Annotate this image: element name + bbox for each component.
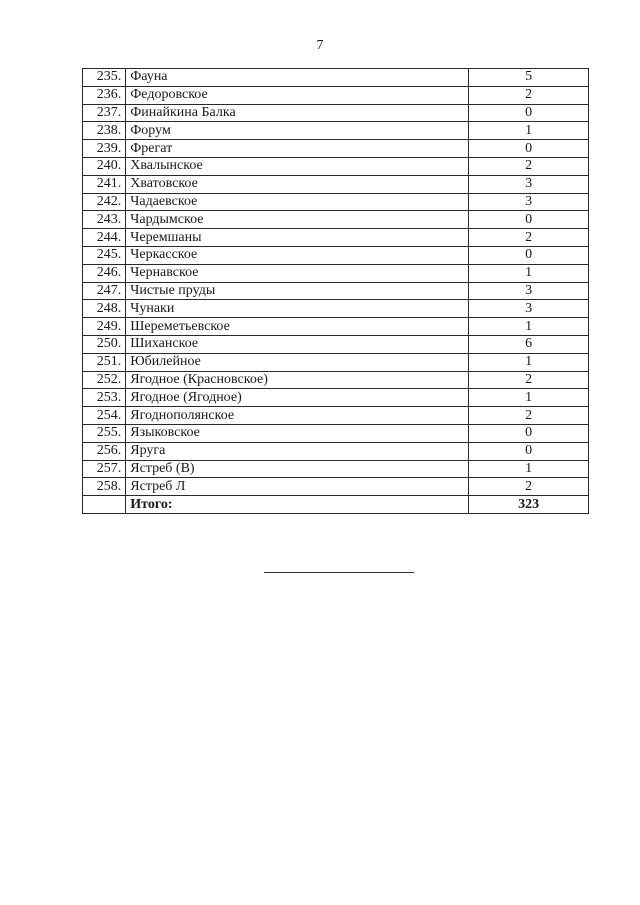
table-body	[83, 69, 589, 514]
table-row	[83, 86, 589, 104]
settlement-name: Чардымское	[126, 211, 469, 229]
table-row	[83, 229, 589, 247]
table-row	[83, 460, 589, 478]
settlement-name: Чадаевское	[126, 193, 469, 211]
row-number: 245.	[83, 246, 126, 264]
settlement-name: Шиханское	[126, 335, 469, 353]
row-number: 258.	[83, 478, 126, 496]
table-row	[83, 193, 589, 211]
row-number: 247.	[83, 282, 126, 300]
row-number: 252.	[83, 371, 126, 389]
settlement-count: 0	[469, 442, 589, 460]
row-number: 235.	[83, 69, 126, 87]
settlement-count: 1	[469, 353, 589, 371]
settlement-name: Шереметьевское	[126, 318, 469, 336]
row-number: 240.	[83, 157, 126, 175]
settlement-name: Фауна	[126, 69, 469, 87]
table-row	[83, 211, 589, 229]
row-number: 250.	[83, 335, 126, 353]
total-empty-cell	[83, 496, 126, 514]
row-number: 256.	[83, 442, 126, 460]
table-row	[83, 442, 589, 460]
row-number: 239.	[83, 140, 126, 158]
table-row	[83, 175, 589, 193]
settlement-name: Ягоднополянское	[126, 407, 469, 425]
row-number: 241.	[83, 175, 126, 193]
settlement-count: 3	[469, 175, 589, 193]
table-row	[83, 335, 589, 353]
settlement-name: Хвалынское	[126, 157, 469, 175]
table-row	[83, 246, 589, 264]
settlement-count: 3	[469, 193, 589, 211]
row-number: 244.	[83, 229, 126, 247]
settlement-name: Хватовское	[126, 175, 469, 193]
settlement-count: 2	[469, 371, 589, 389]
settlement-count: 2	[469, 86, 589, 104]
settlement-name: Яруга	[126, 442, 469, 460]
row-number: 251.	[83, 353, 126, 371]
settlement-name: Юбилейное	[126, 353, 469, 371]
page-number: 7	[316, 38, 324, 53]
settlement-count: 1	[469, 460, 589, 478]
row-number: 243.	[83, 211, 126, 229]
settlement-name: Чернавское	[126, 264, 469, 282]
table-row	[83, 282, 589, 300]
settlement-name: Фрегат	[126, 140, 469, 158]
settlement-count: 0	[469, 246, 589, 264]
table-row	[83, 318, 589, 336]
table-row	[83, 407, 589, 425]
row-number: 249.	[83, 318, 126, 336]
total-value: 323	[469, 496, 589, 514]
settlement-name: Чунаки	[126, 300, 469, 318]
settlement-count: 0	[469, 140, 589, 158]
settlement-count: 2	[469, 229, 589, 247]
table-row	[83, 104, 589, 122]
settlement-name: Ягодное (Ягодное)	[126, 389, 469, 407]
row-number: 248.	[83, 300, 126, 318]
row-number: 255.	[83, 424, 126, 442]
settlement-count: 1	[469, 389, 589, 407]
settlement-name: Форум	[126, 122, 469, 140]
settlement-count: 1	[469, 122, 589, 140]
settlement-count: 2	[469, 157, 589, 175]
row-number: 236.	[83, 86, 126, 104]
settlement-name: Ягодное (Красновское)	[126, 371, 469, 389]
settlement-count: 2	[469, 407, 589, 425]
table-row	[83, 424, 589, 442]
row-number: 257.	[83, 460, 126, 478]
settlement-count: 0	[469, 211, 589, 229]
table-row	[83, 122, 589, 140]
table-row	[83, 478, 589, 496]
end-separator-line	[264, 572, 414, 573]
settlement-name: Финайкина Балка	[126, 104, 469, 122]
settlement-count: 1	[469, 318, 589, 336]
settlement-count: 6	[469, 335, 589, 353]
settlements-table	[82, 68, 589, 514]
settlement-name: Федоровское	[126, 86, 469, 104]
settlement-name: Языковское	[126, 424, 469, 442]
settlement-name: Ястреб Л	[126, 478, 469, 496]
row-number: 242.	[83, 193, 126, 211]
table-row	[83, 300, 589, 318]
row-number: 254.	[83, 407, 126, 425]
settlement-count: 3	[469, 282, 589, 300]
settlement-count: 0	[469, 104, 589, 122]
table-row	[83, 140, 589, 158]
row-number: 237.	[83, 104, 126, 122]
settlement-count: 1	[469, 264, 589, 282]
total-row	[83, 496, 589, 514]
total-label: Итого:	[126, 496, 469, 514]
row-number: 253.	[83, 389, 126, 407]
settlement-count: 2	[469, 478, 589, 496]
row-number: 238.	[83, 122, 126, 140]
settlement-count: 5	[469, 69, 589, 87]
settlement-name: Черкасское	[126, 246, 469, 264]
table-row	[83, 69, 589, 87]
settlement-name: Чистые пруды	[126, 282, 469, 300]
table-row	[83, 371, 589, 389]
settlement-name: Черемшаны	[126, 229, 469, 247]
settlement-count: 3	[469, 300, 589, 318]
row-number: 246.	[83, 264, 126, 282]
table-row	[83, 264, 589, 282]
settlement-name: Ястреб (В)	[126, 460, 469, 478]
table-row	[83, 157, 589, 175]
table-row	[83, 389, 589, 407]
settlement-count: 0	[469, 424, 589, 442]
table-row	[83, 353, 589, 371]
